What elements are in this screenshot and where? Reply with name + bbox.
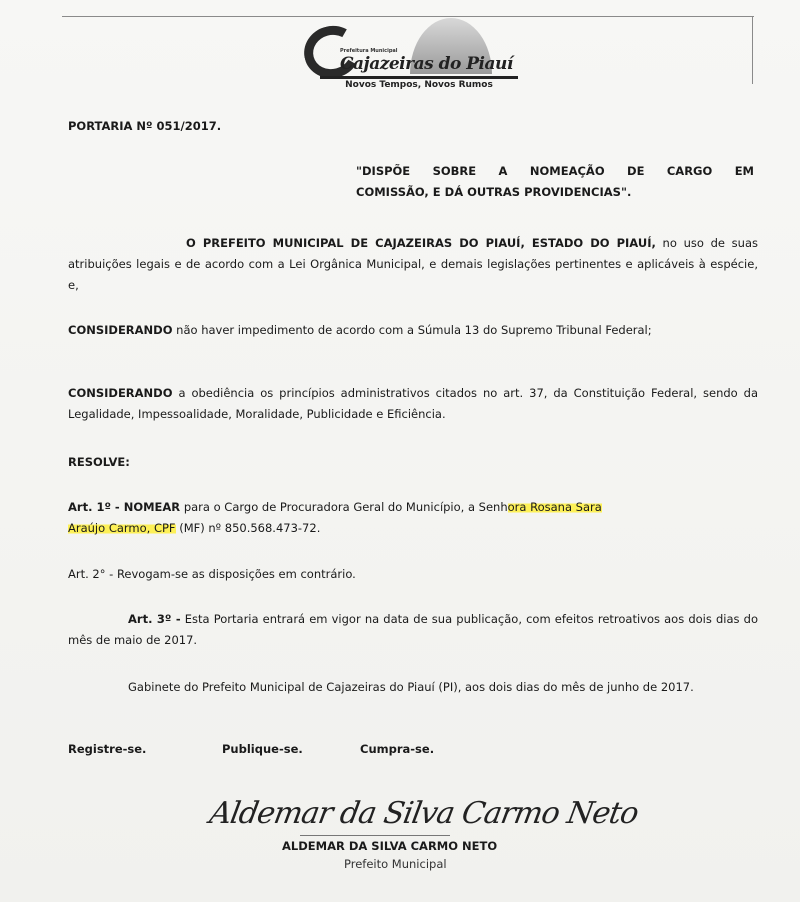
signer-name: ALDEMAR DA SILVA CARMO NETO: [282, 839, 498, 853]
header-rule-right: [752, 16, 753, 84]
article-1-cpf: (MF) nº 850.568.473-72.: [175, 521, 321, 535]
considerando-2: [68, 383, 758, 425]
considerando-1-text: não haver impedimento de acordo com a Súmula 13 do Supremo Tribunal Federal;: [172, 323, 652, 337]
logo-small-text: Prefeitura Municipal: [340, 48, 398, 54]
article-1-text: para o Cargo de Procuradora Geral do Município, a Senh: [180, 500, 508, 514]
handwritten-signature: Aldemar da Silva Carmo Neto: [206, 796, 641, 831]
logo-bar: [320, 76, 518, 79]
cumpra-se: Cumpra-se.: [360, 742, 435, 756]
ementa-line-2: COMISSÃO, E DÁ OUTRAS PROVIDENCIAS".: [356, 185, 632, 199]
preamble-text: no uso de suas atribuições legais e de acordo com a Lei Orgânica Municipal, e demais legislações pertinentes e aplicáveis à espécie, e,: [68, 236, 758, 292]
article-2: Art. 2° - Revogam-se as disposições em contrário.: [68, 567, 356, 581]
logo-slogan: Novos Tempos, Novos Rumos: [345, 80, 493, 90]
signer-role: Prefeito Municipal: [344, 857, 447, 871]
considerando-1-label: CONSIDERANDO: [68, 323, 173, 337]
registre-se: Registre-se.: [68, 742, 147, 756]
gabinete-paragraph: Gabinete do Prefeito Municipal de Cajazeiras do Piauí (PI), aos dois dias do mês de junho de 2017.: [128, 680, 694, 694]
article-1-label: Art. 1º - NOMEAR: [68, 500, 181, 514]
article-1: [68, 497, 758, 539]
preamble-paragraph: [68, 233, 758, 296]
preamble-authority: O PREFEITO MUNICIPAL DE CAJAZEIRAS DO PIAUÍ, ESTADO DO PIAUÍ,: [186, 236, 656, 250]
considerando-2-text: a obediência os princípios administrativos citados no art. 37, da Constituição Federal, sendo da Legalidade, Impessoalidade, Moralidade, Publicidade e Eficiência.: [68, 386, 758, 421]
article-1-highlight-a: ora Rosana Sara: [507, 500, 602, 514]
article-3: [68, 609, 758, 651]
publique-se: Publique-se.: [222, 742, 303, 756]
article-3-label: Art. 3º -: [128, 612, 181, 626]
logo-name: Cajazeiras do Piauí: [340, 54, 513, 74]
article-3-text: Esta Portaria entrará em vigor na data de sua publicação, com efeitos retroativos aos dois dias do mês de maio de 2017.: [68, 612, 758, 647]
article-1-highlight-b: Araújo Carmo, CPF: [68, 521, 176, 535]
considerando-1: [68, 320, 758, 341]
portaria-number: PORTARIA Nº 051/2017.: [68, 119, 222, 133]
considerando-2-label: CONSIDERANDO: [68, 386, 173, 400]
resolve-heading: RESOLVE:: [68, 455, 130, 469]
municipal-logo: [300, 14, 520, 94]
ementa-line-1: "DISPÕE SOBRE A NOMEAÇÃO DE CARGO EM: [356, 164, 754, 178]
